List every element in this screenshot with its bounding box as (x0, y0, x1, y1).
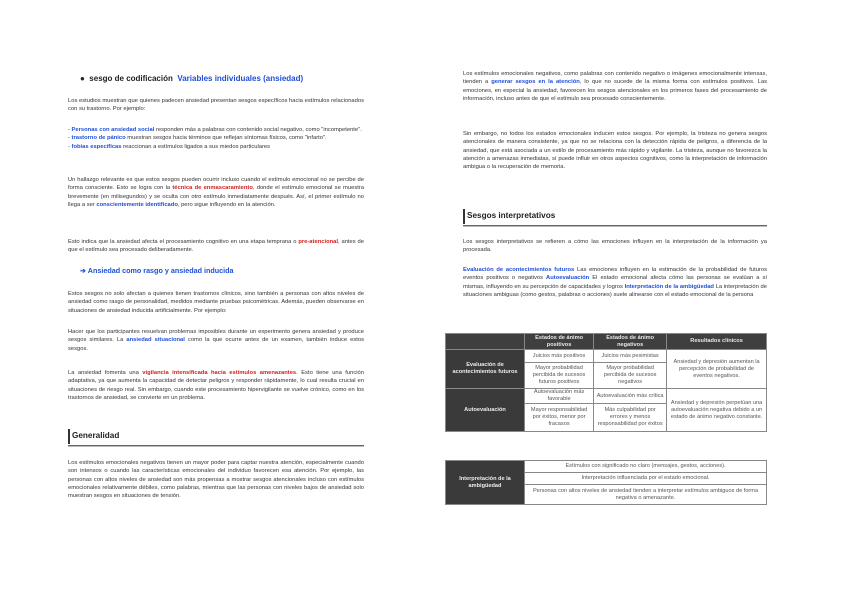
bullet-heading-highlight: Variables individuales (ansiedad) (177, 74, 304, 83)
bullet-heading-prefix: sesgo de codificación (89, 74, 173, 83)
table-cell: Mayor probabilidad percibida de sucesos negativos (594, 363, 667, 389)
interpretive-definition: Los sesgos interpretativos se refieren a cómo las emociones influyen en la interpretación de la información ya procesada. (463, 239, 767, 254)
table-cell: Más culpabilidad por errores y menos responsabilidad por éxitos (594, 404, 667, 432)
table-cell: Juicios más positivos (525, 350, 594, 363)
examples-list (68, 126, 364, 151)
table-row (446, 350, 767, 363)
table-cell: Ansiedad y depresión aumentan la percepción de probabilidad de eventos negativos. (667, 350, 767, 389)
interpretive-bias-table (445, 333, 767, 432)
table-cell: Autoevaluación más favorable (525, 389, 594, 404)
sadness-paragraph: Sin embargo, no todos los estados emocionales inducen estos sesgos. Por ejemplo, la tristeza no genera sesgos atencionales de manera consistente, ya que no se relaciona con la detección rápida de peligros, a diferencia de la ansiedad, que está asociada a un estilo de procesamiento más rápido y vigilante. La tristeza, aunque no favorezca la atención a amenazas inmediatas, sí puede influir en otros aspectos cognitivos, como la interpretación de información ambigua o la recuperación de memoria. (463, 131, 767, 171)
section-heading-sesgos: Sesgos interpretativos (463, 208, 767, 226)
table-cell: Estímulos con significado no claro (mensajes, gestos, acciones). (525, 461, 767, 473)
intro-paragraph: Los estudios muestran que quienes padecen ansiedad presentan sesgos específicos hacia estímulos relacionados con su trastorno. Por ejemplo: (68, 98, 364, 113)
table-cell: Mayor probabilidad percibida de sucesos futuros positivos (525, 363, 594, 389)
table-row (446, 461, 767, 473)
example-item: - fobias específicas reaccionan a estímulos ligados a sus miedos particulares (68, 143, 271, 150)
subheading-ansiedad: ➔ Ansiedad como rasgo y ansiedad inducida (80, 266, 234, 275)
row-head: Autoevaluación (446, 389, 525, 432)
table-corner (446, 334, 525, 350)
table-header: Resultados clínicos (667, 334, 767, 350)
table-cell: Mayor responsabilidad por éxitos, menor por fracasos (525, 404, 594, 432)
situational-paragraph: Hacer que los participantes resuelvan problemas imposibles durante un experimento genera ansiedad y produce sesgos similares. La ansiedad situacional como la que ocurre antes de un examen, también induce estos sesgos. (68, 329, 364, 352)
table-header-row (446, 334, 767, 350)
generalidad-paragraph: Los estímulos emocionales negativos tienen un mayor poder para captar nuestra atención, especialmente cuando son intensos o cuando las características emocionales del individuo favorecen esa atención. Por ejemplo, las personas con altos niveles de ansiedad son más propensas a mostrar sesgos atencionales incluso con estímulos emocionales relativamente débiles, como palabras, mientras que las personas con niveles bajos de ansiedad solo muestran sesgos en situaciones de tensión. (68, 460, 364, 500)
row-head: Interpretación de la ambigüedad (446, 461, 525, 505)
bullet-heading (80, 74, 303, 83)
table-header: Estados de ánimo negativos (594, 334, 667, 350)
trait-paragraph: Estos sesgos no solo afectan a quienes tienen trastornos clínicos, sino también a personas con altos niveles de ansiedad como rasgo de personalidad, medidos mediante pruebas psicométricas. Además, pueden observarse en situaciones de ansiedad inducida artificialmente. Por ejemplo: (68, 291, 364, 314)
example-item: - Personas con ansiedad social responden más a palabras con contenido social negativo, como "incompetente". (68, 127, 362, 133)
ambiguity-table (445, 460, 767, 505)
table-header: Estados de ánimo positivos (525, 334, 594, 350)
table-cell: Juicios más pesimistas (594, 350, 667, 363)
preattentional-paragraph: Esto indica que la ansiedad afecta el procesamiento cognitivo en una etapa temprana o pre-atencional, antes de que el estímulo sea procesado deliberadamente. (68, 239, 364, 254)
masking-paragraph: Un hallazgo relevante es que estos sesgos pueden ocurrir incluso cuando el estímulo emocional no se percibe de forma consciente. Esto se logra con la técnica de enmascaramiento, donde el estímulo emocional se muestra brevemente (en milisegundos) y se oculta con otro estímulo inmediatamente después. Así, el primer estímulo no llega a ser conscientemente identificado, pero sigue influyendo en la atención. (68, 177, 364, 208)
table-cell: Interpretación influenciada por el estado emocional. (525, 473, 767, 485)
table-cell: Ansiedad y depresión perpetúan una autoevaluación negativa debido a un estado de ánimo negativo constante. (667, 389, 767, 432)
negative-stimuli-paragraph: Los estímulos emocionales negativos, como palabras con contenido negativo o imágenes emocionalmente intensas, tienden a generar sesgos en la atención, lo que no sucede de la misma forma con estímulos positivos. Las emociones, en especial la ansiedad, favorecen los sesgos atencionales en los primeros fases del procesamiento de información, incluso antes de que el estímulo sea procesado conscientemente. (463, 71, 767, 102)
bullet-icon: ● (80, 74, 85, 83)
example-item: - trastorno de pánico muestran sesgos hacia términos que reflejan síntomas físicos, como "infarto". (68, 135, 327, 142)
table-row (446, 389, 767, 404)
vigilance-paragraph: La ansiedad fomenta una vigilancia intensificada hacia estímulos amenazantes. Esto tiene una función adaptativa, ya que aumenta la capacidad de detectar peligros y responder rápidamente, lo cual resulta crucial en situaciones de riesgo real. Sin embargo, cuando este procesamiento hipervigilante se vuelve crónico, como en los trastornos de ansiedad, se convierte en un problema. (68, 370, 364, 401)
interpretive-types-paragraph: Evaluación de acontecimientos futuros Las emociones influyen en la estimación de la probabilidad de futuros eventos positivos o negativos Autoevaluación El estado emocional afecta cómo las personas se evalúan a sí mismas, influyendo en su percepción de capacidades y logros Interpretación de la ambigüedad La interpretación de situaciones ambiguas (como gestos, palabras o acciones) suele alinearse con el estado emocional de la persona (463, 267, 767, 298)
section-heading-generalidad: Generalidad (68, 428, 364, 446)
table-cell: Personas con altos niveles de ansiedad tienden a interpretar estímulos ambiguos de forma negativa o amenazante. (525, 485, 767, 505)
table-cell: Autoevaluación más crítica (594, 389, 667, 404)
row-head: Evaluación de acontecimientos futuros (446, 350, 525, 389)
